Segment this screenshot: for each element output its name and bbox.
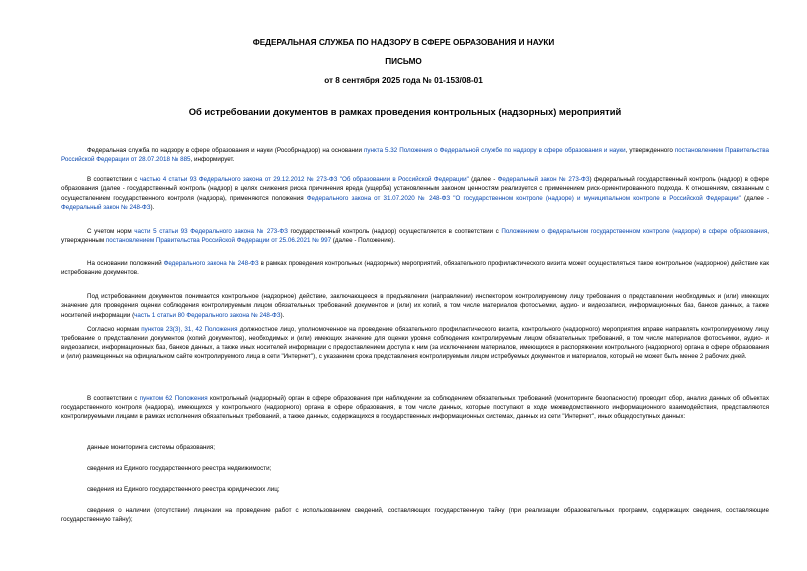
paragraph-text: В соответствии с bbox=[87, 176, 140, 183]
paragraph-5 bbox=[61, 292, 769, 320]
link-law-273-article-93[interactable]: частью 4 статьи 93 Федерального закона от 29.12.2012 № 273-ФЗ "Об образовании в Российской Федерации" bbox=[139, 176, 469, 183]
paragraph-text: , утвержденным bbox=[61, 228, 769, 245]
paragraph-3 bbox=[61, 227, 769, 246]
paragraph-text: в рамках проведения контрольных (надзорных) мероприятий, обязательного профилактического визита может осуществляться такое контрольное (надзорное) действие как истребование документов. bbox=[61, 260, 769, 277]
paragraph-text: С учетом норм bbox=[87, 228, 135, 235]
link-law-273-article-93-part-5[interactable]: части 5 статьи 93 Федерального закона № 273-ФЗ bbox=[134, 228, 288, 235]
paragraph-text: (далее - bbox=[468, 176, 498, 183]
paragraph-text: (далее - bbox=[740, 194, 770, 202]
paragraph-text: Под истребованием документов понимается контрольное (надзорное) действие, заключающееся в предъявлении (направлении) инспектором контролируемому лицу требования о представлении необходимых и (или) имеющих значение для проведения оценки соблюдения контролируемым лицом обязательных требований документов и (или) их копий, в том числе материалов фотосъемки, аудио- и видеозаписи, информационных баз, банков данных, а также носителей информации ( bbox=[61, 293, 769, 319]
paragraph-2 bbox=[61, 175, 769, 212]
paragraph-text: ) федеральный государственный контроль (надзор) в сфере образования (далее - государственный контроль (надзор) в целях снижения риска причинения вреда (ущерба) установленным законом ценностям реализуется с применением риск-ориентированного подхода. К отношениям, связанным с осуществлением государственного контроля (надзора), применяются положения bbox=[61, 176, 770, 202]
list-item: данные мониторинга системы образования; bbox=[87, 444, 216, 451]
link-law-248[interactable]: Федерального закона № 248-ФЗ bbox=[163, 260, 259, 267]
link-decree-997[interactable]: постановлением Правительства Российской Федерации от 25.06.2021 № 997 bbox=[105, 237, 332, 245]
paragraph-text: ). bbox=[150, 203, 155, 211]
link-government-decree[interactable]: постановлением Правительства Российской Федерации от 28.07.2018 № 885 bbox=[61, 147, 770, 164]
paragraph-text: (далее - Положение). bbox=[331, 237, 396, 245]
link-regulation-item-62[interactable]: пунктом 62 Положения bbox=[139, 395, 208, 402]
agency-name: ФЕДЕРАЛЬНАЯ СЛУЖБА ПО НАДЗОРУ В СФЕРЕ ОБРАЗОВАНИЯ И НАУКИ bbox=[252, 38, 555, 47]
paragraph-6 bbox=[61, 325, 769, 361]
paragraph-text: , информирует. bbox=[190, 156, 235, 164]
document-type: ПИСЬМО bbox=[385, 57, 422, 66]
paragraph-text: , утвержденного bbox=[625, 147, 675, 154]
document-date-number: от 8 сентября 2025 года № 01-153/08-01 bbox=[324, 76, 483, 85]
link-law-248[interactable]: Федеральный закон № 248-ФЗ bbox=[61, 203, 151, 211]
link-control-regulation[interactable]: Положением о федеральном государственном контроле (надзоре) в сфере образования bbox=[501, 228, 768, 235]
document-title: Об истребовании документов в рамках проведения контрольных (надзорных) мероприятий bbox=[188, 106, 622, 117]
paragraph-text: должностное лицо, уполномоченное на проведение обязательного профилактического визита, контрольного (надзорного) мероприятия вправе направлять контролируемому лицу требование о представлении документов (копий документов), необходимых и (или) имеющих значение для оценки уровня соблюдения контролируемым лицом обязательных требований, в том числе материалов фотосъемки, аудио- и видеозаписи, информационных баз, банков данных, а также иных носителей информации с предоставлением доступа к ним (за исключением материалов, имеющихся в распоряжении контрольного (надзорного) органа в сфере образования и (или) размещенных на официальном сайте контролируемого лица в сети "Интернет"), с указанием срока представления контролируемым лицом истребуемых документов и материалов, который не может быть менее 2 рабочих дней. bbox=[61, 326, 769, 361]
paragraph-text: Согласно нормам bbox=[87, 326, 142, 333]
paragraph-7 bbox=[61, 394, 769, 421]
link-law-248-full[interactable]: Федерального закона от 31.07.2020 № 248-ФЗ "О государственном контроле (надзоре) и муниципальном контроле в Российской Федерации" bbox=[306, 194, 741, 202]
link-law-248-article-80[interactable]: часть 1 статьи 80 Федерального закона № 248-ФЗ bbox=[134, 311, 281, 319]
list-item: сведения о наличии (отсутствии) лицензии на проведение работ с использованием сведений, составляющих государственную тайну (при реализации образовательных программ, содержащих сведения, составляющие государственную тайну); bbox=[61, 507, 769, 524]
paragraph-4 bbox=[61, 259, 769, 278]
link-regulation-item[interactable]: пункта 5.32 Положения о Федеральной службе по надзору в сфере образования и науки bbox=[364, 147, 626, 154]
paragraph-text: На основании положений bbox=[87, 260, 164, 267]
list-item: сведения из Единого государственного реестра недвижимости; bbox=[87, 465, 272, 472]
paragraph-1 bbox=[61, 146, 769, 165]
paragraph-text: государственный контроль (надзор) осуществляется в соответствии с bbox=[287, 228, 502, 235]
paragraph-text: Федеральная служба по надзору в сфере образования и науки (Рособрнадзор) на основании bbox=[87, 147, 365, 154]
paragraph-text: ). bbox=[280, 311, 285, 319]
link-law-273[interactable]: Федеральный закон № 273-ФЗ bbox=[497, 176, 590, 183]
paragraph-text: контрольный (надзорный) орган в сфере образования при наблюдении за соблюдением обязательных требований (мониторинге безопасности) проводит сбор, анализ данных об объектах государственного контроля (надзора), имеющихся у контрольного (надзорного) органа в сфере образования, в том числе данных, которые поступают в ходе межведомственного информационного взаимодействия, представляются контролируемыми лицами в рамках исполнения обязательных требований, а также данных, содержащихся в государственных информационных системах, данных из сети "Интернет", иных общедоступных данных: bbox=[61, 395, 769, 421]
paragraph-text: В соответствии с bbox=[87, 395, 140, 402]
link-regulation-items-23-31-42[interactable]: пунктов 23(3), 31, 42 Положения bbox=[141, 326, 238, 333]
list-item: сведения из Единого государственного реестра юридических лиц; bbox=[87, 486, 280, 493]
